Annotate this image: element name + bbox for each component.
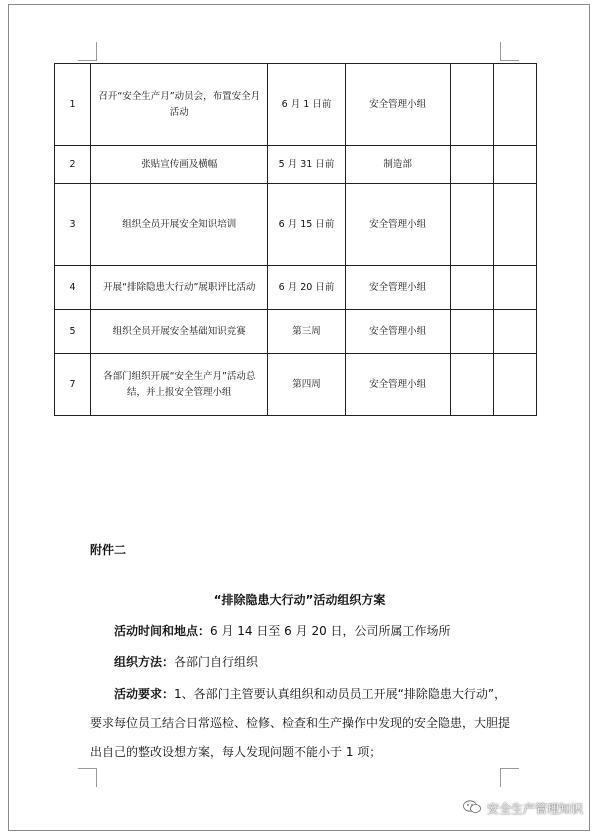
row-content: 组织全员开展安全知识培训: [91, 184, 268, 266]
annex-label: 附件二: [90, 543, 127, 557]
time-place-label: 活动时间和地点：: [114, 624, 211, 638]
time-place-paragraph: [90, 617, 510, 646]
row-empty-cell: [493, 266, 536, 310]
row-empty-cell: [450, 310, 493, 354]
row-owner: 安全管理小组: [345, 266, 450, 310]
row-empty-cell: [493, 310, 536, 354]
row-time: 6 月 1 日前: [268, 64, 345, 146]
row-number: 4: [55, 266, 91, 310]
crop-mark-bottom-right: [500, 768, 519, 787]
method-value: 各部门自行组织: [174, 655, 259, 669]
requirement-value: 1、各部门主管要认真组织和动员员工开展“排除隐患大行动”，要求每位员工结合日常巡检、检修、检查和生产操作中发现的安全隐患，大胆提出自己的整改设想方案，每人发现问题不能小于 1 项；: [90, 687, 511, 759]
plan-title: “排除隐患大行动”活动组织方案: [213, 593, 386, 607]
row-number: 3: [55, 184, 91, 266]
table-row: [55, 184, 537, 266]
row-empty-cell: [493, 146, 536, 184]
row-number: 7: [55, 354, 91, 416]
method-label: 组织方法：: [114, 655, 175, 669]
method-paragraph: [90, 648, 510, 677]
table-row: [55, 64, 537, 146]
crop-mark-bottom-left: [78, 768, 97, 787]
wechat-icon: [463, 800, 481, 817]
row-owner: 安全管理小组: [345, 354, 450, 416]
row-content: 各部门组织开展“安全生产月”活动总结，并上报安全管理小组: [91, 354, 268, 416]
row-empty-cell: [450, 184, 493, 266]
table-row: [55, 146, 537, 184]
crop-mark-top-left: [78, 42, 97, 61]
row-empty-cell: [493, 354, 536, 416]
row-time: 第三周: [268, 310, 345, 354]
row-time: 6 月 20 日前: [268, 266, 345, 310]
watermark: [463, 800, 583, 817]
row-time: 第四周: [268, 354, 345, 416]
row-empty-cell: [450, 64, 493, 146]
watermark-text: 安全生产管理知识: [486, 802, 583, 816]
row-content: 开展“排除隐患大行动”展职评比活动: [91, 266, 268, 310]
activity-plan-table: [54, 63, 537, 416]
time-place-value: 6 月 14 日至 6 月 20 日，公司所属工作场所: [210, 624, 451, 638]
row-owner: 安全管理小组: [345, 64, 450, 146]
requirement-label: 活动要求：: [114, 687, 175, 701]
row-number: 1: [55, 64, 91, 146]
row-owner: 制造部: [345, 146, 450, 184]
table-row: [55, 354, 537, 416]
row-number: 2: [55, 146, 91, 184]
row-time: 6 月 15 日前: [268, 184, 345, 266]
row-number: 5: [55, 310, 91, 354]
row-content: 张贴宣传画及横幅: [91, 146, 268, 184]
row-content: 组织全员开展安全基础知识竞赛: [91, 310, 268, 354]
row-content: 召开“安全生产月”动员会，布置安全月活动: [91, 64, 268, 146]
table-row: [55, 266, 537, 310]
row-owner: 安全管理小组: [345, 184, 450, 266]
row-empty-cell: [493, 64, 536, 146]
row-empty-cell: [493, 184, 536, 266]
row-empty-cell: [450, 354, 493, 416]
requirement-paragraph: [90, 680, 510, 767]
crop-mark-top-right: [500, 42, 519, 61]
table-row: [55, 310, 537, 354]
row-empty-cell: [450, 266, 493, 310]
row-time: 5 月 31 日前: [268, 146, 345, 184]
row-owner: 安全管理小组: [345, 310, 450, 354]
row-empty-cell: [450, 146, 493, 184]
